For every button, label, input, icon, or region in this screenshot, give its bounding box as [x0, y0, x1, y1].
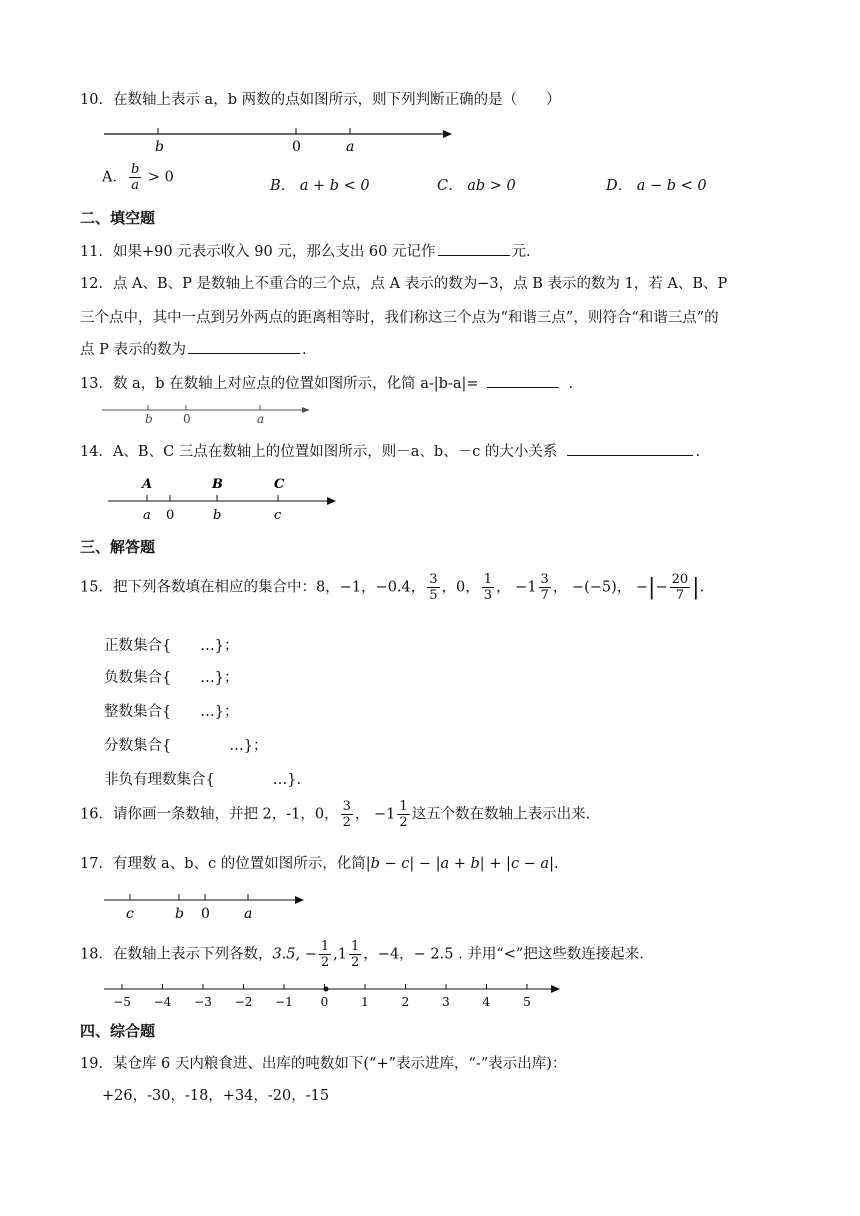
- section-heading-fill-in: 二、填空题: [80, 209, 156, 227]
- q18-tick-label: 4: [482, 995, 491, 1009]
- q10-label-0: 0: [292, 139, 301, 155]
- q10-number-line: [100, 124, 460, 156]
- q10-stem: 10．在数轴上表示 a，b 两数的点如图所示，则下列判断正确的是（ ）: [80, 92, 561, 108]
- q12-line3: 点 P 表示的数为 .: [80, 338, 307, 359]
- q10-option-c[interactable]: C． ab > 0: [437, 178, 516, 194]
- section-heading-comprehensive: 四、综合题: [80, 1022, 156, 1040]
- q14-label-B: B: [212, 477, 223, 492]
- q18-tick-label: 3: [442, 995, 450, 1009]
- q17-label-c: c: [126, 906, 134, 922]
- q17-label-b: b: [175, 906, 184, 922]
- q10-option-a[interactable]: A． $\frac{b}{a}$ > 0: [102, 162, 174, 193]
- q19-stem: 19．某仓库 6 天内粮食进、出库的吨数如下(“+”表示进库，“-”表示出库)：: [80, 1056, 567, 1072]
- q15-stem: 15．把下列各数填在相应的集合中：8，−1，−0.4， $\frac{3}{5}$ ，0， $\frac{1}{3}$ ， −1 $\frac{3}{7}$ ， −(−5)， −|− $\frac{20}{7}$ |.: [80, 572, 705, 603]
- q10-option-d[interactable]: D． a − b < 0: [606, 178, 707, 194]
- q18-number-line: [102, 982, 572, 1012]
- q10-label-a: a: [346, 139, 355, 155]
- q18-tick-label: 0: [320, 995, 329, 1009]
- q12-line2: 三个点中，其中一点到另外两点的距离相等时，我们称这三个点为“和谐三点”，则符合“和谐三点”的: [80, 310, 719, 326]
- q10-fraction-b-over-a: $\frac{b}{a}$: [130, 162, 140, 193]
- q17-number-line: [102, 890, 322, 922]
- q10-option-b[interactable]: B． a + b < 0: [270, 178, 370, 194]
- q15-set-negative: 负数集合{ …}；: [104, 670, 239, 686]
- q18-tick-label: −2: [234, 995, 253, 1009]
- q13: 13．数 a，b 在数轴上对应点的位置如图所示，化简 a-|b-a|= .: [80, 372, 573, 393]
- q18-tick-label: 1: [361, 995, 369, 1009]
- q15-set-positive: 正数集合{ …}；: [104, 638, 239, 654]
- q13-answer-blank[interactable]: [487, 373, 559, 388]
- q17-expression: |b − c| − |a + b| + |c − a|.: [365, 856, 559, 872]
- q18-tick-label: −4: [153, 995, 172, 1009]
- q14-label-A: A: [142, 477, 153, 492]
- q14-label-c: c: [274, 508, 282, 523]
- q14-label-a: a: [143, 508, 151, 523]
- q13-label-a: a: [257, 412, 265, 426]
- q13-label-b: b: [145, 412, 153, 426]
- q19-data: +26，-30，-18，+34，-20，-15: [102, 1088, 330, 1104]
- q14-answer-blank[interactable]: [567, 441, 693, 456]
- q18-tick-label: 5: [523, 995, 531, 1009]
- q11: 11．如果+90 元表示收入 90 元，那么支出 60 元记作 元.: [80, 240, 531, 261]
- q18: 18．在数轴上表示下列各数，3.5, − $\frac{1}{2}$ ,1 $\frac{1}{2}$ ，−4，− 2.5 . 并用“<”把这些数连接起来.: [80, 939, 644, 970]
- q17: 17．有理数 a、b、c 的位置如图所示，化简|b − c| − |a + b| + |c − a|.: [80, 856, 559, 872]
- q16: 16．请你画一条数轴，并把 2，-1，0， $\frac{3}{2}$ ， −1 $\frac{1}{2}$ 这五个数在数轴上表示出来.: [80, 799, 591, 830]
- q15-set-fraction: 分数集合{ …}；: [104, 738, 268, 754]
- q17-label-a: a: [244, 906, 253, 922]
- q17-label-0: 0: [201, 906, 210, 922]
- q18-tick-label: −3: [194, 995, 212, 1009]
- q18-tick-label: 2: [401, 995, 410, 1009]
- q18-tick-label: −1: [275, 995, 293, 1009]
- q13-label-0: 0: [183, 412, 191, 426]
- q14-label-0: 0: [166, 508, 175, 523]
- q14-label-b: b: [213, 508, 222, 523]
- q11-answer-blank[interactable]: [438, 241, 510, 256]
- q12-line1: 12．点 A、B、P 是数轴上不重合的三个点，点 A 表示的数为−3，点 B 表示的数为 1，若 A、B、P: [80, 276, 728, 292]
- section-heading-solutions: 三、解答题: [80, 538, 156, 556]
- q15-set-integer: 整数集合{ …}；: [104, 704, 239, 720]
- q18-tick-label: −5: [113, 995, 131, 1009]
- q10-label-b: b: [155, 139, 164, 155]
- q12-answer-blank[interactable]: [188, 339, 300, 354]
- q15-set-nonneg-rational: 非负有理数集合{ …}.: [104, 772, 302, 788]
- q14-number-line: [106, 474, 346, 524]
- q14-label-C: C: [274, 477, 285, 492]
- q13-number-line: [98, 402, 318, 428]
- q14: 14．A、B、C 三点在数轴上的位置如图所示，则－a、b、－c 的大小关系 .: [80, 440, 700, 461]
